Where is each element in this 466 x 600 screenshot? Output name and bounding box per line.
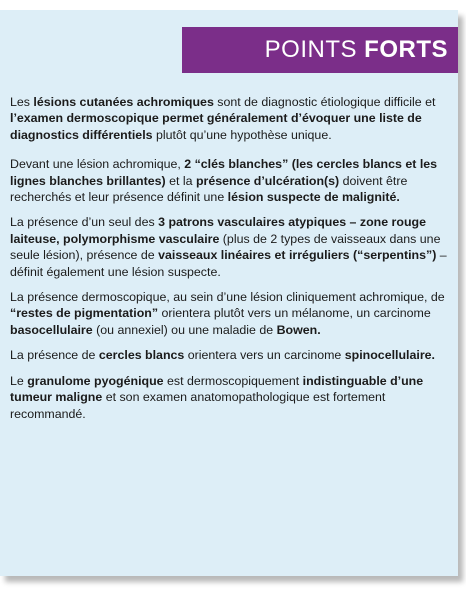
bold-text-segment: cercles blancs: [98, 348, 185, 363]
text-segment: (plus de 2 types de vaisseaux dans une seule lésion), présence de: [10, 231, 441, 263]
text-segment: La présence d’un seul des: [10, 215, 159, 230]
text-segment: Devant une lésion achromique,: [10, 157, 185, 172]
text-segment: La présence dermoscopique, au sein d’une lésion cliniquement achromique, de: [10, 290, 445, 305]
paragraph-pigmentation-remnants: [10, 289, 454, 338]
text-segment: doivent être recherchés et leur présence définit une: [10, 173, 408, 205]
key-points-panel: [0, 10, 458, 576]
section-header: [182, 27, 458, 73]
text-segment: sont de diagnostic étiologique difficile et: [213, 95, 436, 109]
bold-text-segment: Bowen.: [276, 322, 321, 337]
text-segment: est dermoscopiquement: [163, 373, 303, 388]
paragraph-white-circles: [10, 347, 454, 363]
key-points-content: [10, 94, 454, 435]
bold-text-segment: lésions cutanées achromiques: [33, 95, 214, 109]
text-segment: (ou annexiel) ou une maladie de: [92, 322, 277, 337]
bold-text-segment: granulome pyogénique: [27, 373, 164, 388]
text-segment: Le: [10, 373, 28, 388]
bold-text-segment: indistinguable d’une tumeur maligne: [10, 373, 424, 405]
text-segment: plutôt qu’une hypothèse unique.: [152, 127, 332, 142]
bold-text-segment: 3 patrons vasculaires atypiques – zone rouge laiteuse, polymorphisme vasculaire: [10, 215, 426, 246]
bold-text-segment: basocellulaire: [10, 322, 93, 337]
paragraph-white-keys: [10, 156, 454, 205]
bold-text-segment: spinocellulaire.: [344, 348, 435, 363]
text-segment: orientera vers un carcinome: [184, 348, 345, 363]
paragraph-pyogenic-granuloma: [10, 373, 454, 422]
text-segment: La présence de: [10, 348, 99, 363]
bold-text-segment: présence d’ulcération(s): [195, 173, 340, 188]
bold-text-segment: l’examen dermoscopique permet généralement d’évoquer une liste de diagnostics différentiels: [10, 111, 422, 142]
text-segment: orientera plutôt vers un mélanome, un carcinome: [158, 306, 431, 321]
paragraph-vascular-patterns: [10, 214, 454, 280]
bold-text-segment: lésion suspecte de malignité.: [227, 190, 400, 205]
bold-text-segment: vaisseaux linéaires et irréguliers (“serpentins”): [158, 248, 437, 263]
paragraph-diagnostic: [10, 94, 454, 143]
text-segment: et son examen anatomopathologique est fortement recommandé.: [10, 390, 386, 421]
text-segment: – définit également une lésion suspecte.: [10, 248, 447, 279]
text-segment: et la: [165, 173, 196, 188]
header-title-bold: FORTS: [364, 36, 448, 63]
text-segment: Les: [10, 95, 34, 109]
bold-text-segment: 2 “clés blanches” (les cercles blancs et les lignes blanches brillantes): [10, 157, 438, 188]
header-title-light: POINTS: [264, 36, 365, 63]
bold-text-segment: “restes de pigmentation”: [10, 306, 159, 321]
